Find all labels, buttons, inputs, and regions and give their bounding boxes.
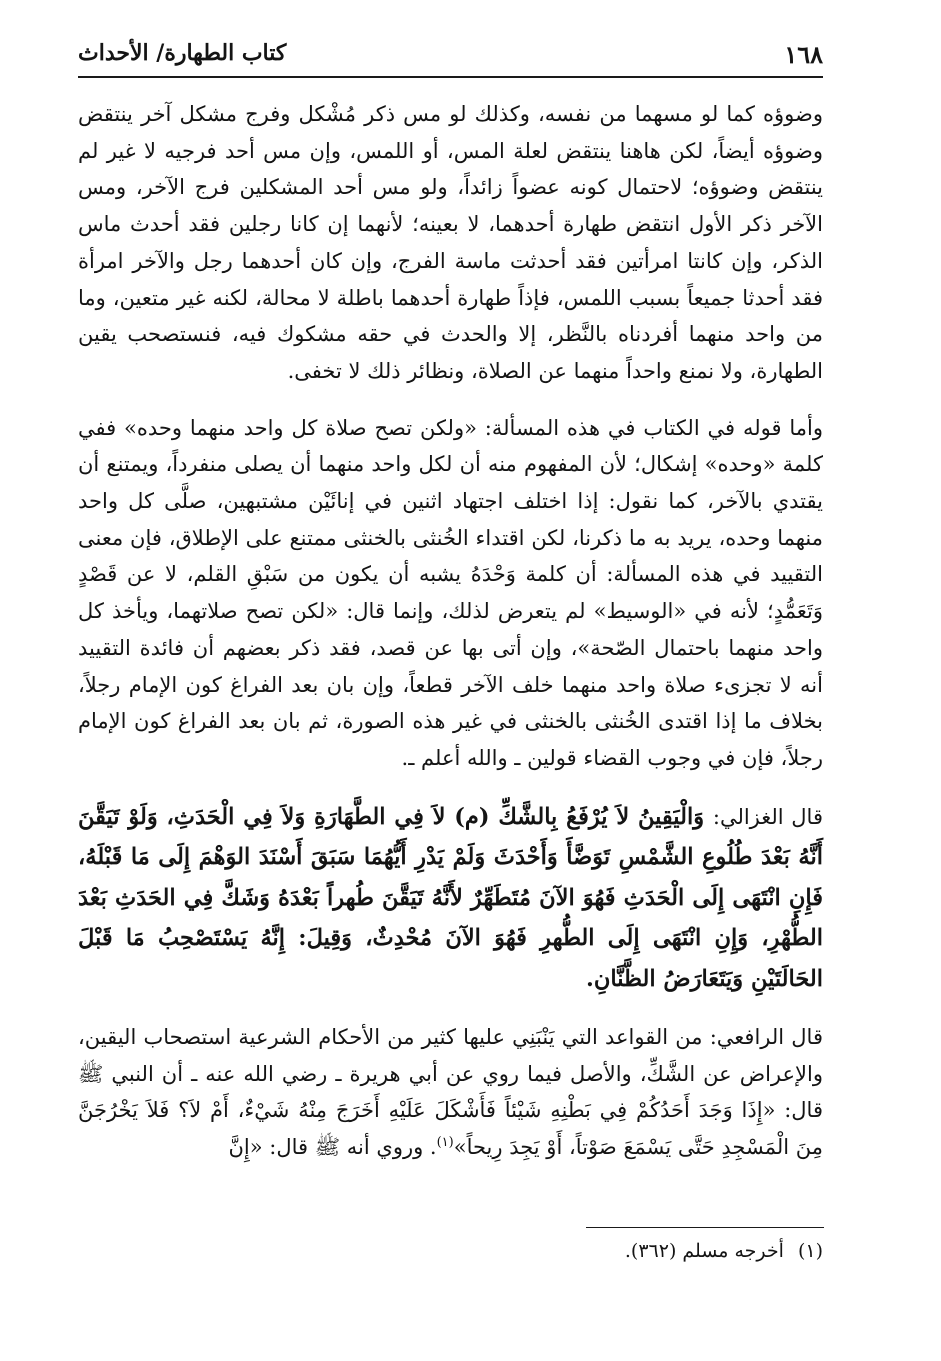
footnote-marker: (١) <box>797 1240 823 1262</box>
main-text <box>78 96 823 1165</box>
paragraph-commentary-2: وأما قوله في الكتاب في هذه المسألة: «ولكن تصح صلاة كل واحد منهما وحده» ففي كلمة «وحده» إشكال؛ لأن المفهوم منه أن لكل واحد منهما أن يصلى منفرداً، ويمتنع أن يقتدي بالآخر، كما نقول: إذا اختلف اجتهاد اثنين في إنائَيْن مشتبهين، صلَّى كل واحد منهما وحده، يريد به ما ذكرنا، لكن اقتداء الخُنثى بالخنثى ممتنع على الإطلاق، فإن معنى التقييد في هذه المسألة: أن كلمة وَحْدَهُ يشبه أن يكون من سَبْقِ القلم، لا عن قَصْدٍ وَتَعَمُّدٍ؛ لأنه في «الوسيط» لم يتعرض لذلك، وإنما قال: «لكن تصح صلاتهما، ويأخذ كل واحد منهما باحتمال الصّحة»، وإن أتى بها عن قصد، فقد ذكر بعضهم أن فائدة التقييد أنه لا تجزىء صلاة واحد منهما خلف الآخر قطعاً، وإن بان بعد الفراغ كون الإمام رجلاً، بخلاف ما إذا اقتدى الخُنثى بالخنثى في غير هذه الصورة، ثم بان بعد الفراغ كون الإمام رجلاً، فإن في وجوب القضاء قولين ـ والله أعلم ـ. <box>78 415 823 770</box>
page-header <box>78 34 823 78</box>
paragraph-ghazali-quote <box>78 797 823 1000</box>
rafii-text-part-1: قال الرافعي: من القواعد التي يَنْبَنِي عليها كثير من الأحكام الشرعية استصحاب اليقين، والإعراض عن الشَّكِّ، والأصل فيما روي عن أبي هريرة ـ رضي الله عنه ـ أن النبي ﷺ قال: «إِذَا وَجَدَ أَحَدُكُمْ فِي بَطْنِهِ شَيْئاً فَأَشْكَلَ عَلَيْهِ أَخَرَجَ مِنْهُ شَيْءٌ، أَمْ لاَ؟ فَلاَ يَخْرُجَنَّ مِنَ الْمَسْجِدِ حَتَّى يَسْمَعَ صَوْتاً، أَوْ يَجِدَ رِيحاً» <box>78 1025 823 1159</box>
running-title: كتاب الطهارة/ الأحداث <box>78 40 287 66</box>
paragraph-rafii <box>78 1019 823 1165</box>
footnote-text: أخرجه مسلم (٣٦٢). <box>624 1240 784 1262</box>
footnote-separator <box>586 1227 824 1228</box>
ghazali-speaker-label: قال الغزالي: <box>712 804 823 829</box>
footnote <box>625 1236 823 1266</box>
rafii-text-part-2: . وروي أنه ﷺ قال: «إِنَّ <box>228 1134 437 1159</box>
page-number: ١٦٨ <box>784 40 823 69</box>
ghazali-text: وَالْيَقِينُ لاَ يُرْفَعُ بِالشَّكِّ (م) لاَ فِي الطَّهَارَةِ وَلاَ فِي الْحَدَثِ، وَلَوْ تَيَقَّنَ أَنَّهُ بَعْدَ طُلُوعِ الشَّمْسِ تَوَضَّأَ وَأَحْدَثَ وَلَمْ يَدْرِ أَيُّهُمَا سَبَقَ أَسْنَدَ الوَهْمَ إِلَى مَا قَبْلَهُ، فَإِنِ انْتَهَى إِلَى الْحَدَثِ فَهُوَ الآنَ مُتَطَهِّرٌ لأَنَّهُ تَيَقَّنَ طُهراً بَعْدَهُ وَشَكَّ فِي الحَدَثِ بَعْدَ الطُّهْرِ، وَإِنِ انْتَهَى إِلَى الطُّهرِ فَهُوَ الآنَ مُحْدِثٌ، وَقِيلَ: إِنَّهُ يَسْتَصْحِبُ مَا قَبْلَ الحَالَتَيْنِ وَيَتَعَارَضُ الظَّنَّانِ. <box>78 803 823 992</box>
paragraph-commentary-1: وضوؤه كما لو مسهما من نفسه، وكذلك لو مس ذكر مُشْكل وفرج مشكل آخر ينتقض وضوؤه أيضاً، لكن هاهنا ينتقض لعلة المس، أو اللمس، وإن مس أحد فرجيه لا غير لم ينتقض وضوؤه؛ لاحتمال كونه عضواً زائداً، ولو مس أحد المشكلين فرج الآخر، ومس الآخر ذكر الأول انتقض طهارة أحدهما، لا بعينه؛ لأنهما إن كانا رجلين فقد أحدث ماس الذكر، وإن كانتا امرأتين فقد أحدثت ماسة الفرج، وإن كان أحدهما رجل والآخر امرأة فقد أحدثا جميعاً بسبب اللمس، فإذاً طهارة أحدهما باطلة لا محالة، لكنه غير متعين، وما من واحد منهما أفردناه بالنَّظر، إلا والحدث في حقه مشكوك فيه، فنستصحب يقين الطهارة، ولا نمنع واحداً منهما عن الصلاة، ونظائر ذلك لا تخفى. <box>78 102 823 383</box>
footnote-reference-marker: (١) <box>436 1134 454 1150</box>
